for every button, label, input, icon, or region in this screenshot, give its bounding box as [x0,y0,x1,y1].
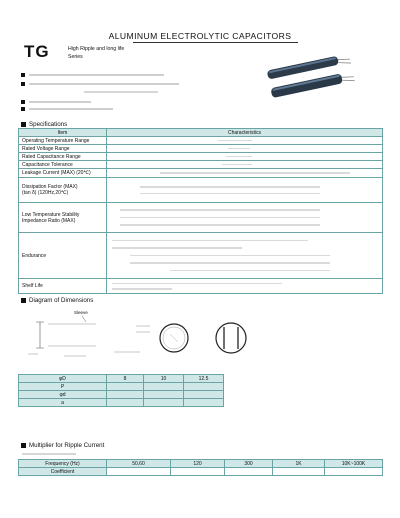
dimension-table [18,374,224,407]
spec-row [19,169,383,178]
spec-header-characteristics: Characteristics [107,129,383,137]
feature-bullet-2 [21,81,179,86]
spec-row-label-line2: Impedance Ratio (MAX) [22,217,76,224]
spec-row-value [107,161,383,169]
dim-table-row-header [19,375,224,383]
spec-row-label [19,178,107,203]
dim-cell: φd [19,391,107,399]
ripple-cell: Coefficient [19,468,107,476]
spec-row-label-line1: Dissipation Factor (MAX) [22,184,78,190]
spec-row-label-line2: (tan δ) (120Hz,20℃) [22,190,69,196]
dim-cell [184,391,224,399]
title-underline [133,42,298,43]
ripple-cell: Frequency (Hz) [19,460,107,468]
series-desc-line1: High Ripple and long life [68,46,125,52]
ripple-heading-text: Multiplier for Ripple Current [29,442,105,449]
spec-row [19,203,383,233]
dim-cell [144,391,184,399]
ripple-cell [171,468,225,476]
feature-bullet-3 [21,99,91,104]
ripple-cell [225,468,273,476]
spec-row-label: Operating Temperature Range [19,137,107,145]
ripple-multiplier-table [18,459,383,476]
ripple-cell: 300 [225,460,273,468]
spec-row [19,153,383,161]
spec-header-item: Item [19,129,107,137]
ripple-cell [273,468,325,476]
spec-row-label [19,203,107,233]
specifications-heading-text: Specifications [29,121,68,128]
dim-cell: 12.5 [184,375,224,383]
dim-cell [184,399,224,407]
spec-row [19,178,383,203]
series-code: TG [24,42,50,61]
dim-cell [107,391,144,399]
spec-row-label: Leakage Current (MAX) (20℃) [19,169,107,178]
spec-row-label: Endurance [19,233,107,279]
ripple-cell [325,468,383,476]
dim-cell: 10 [144,375,184,383]
spec-row-label: Rated Capacitance Range [19,153,107,161]
dim-cell [107,383,144,391]
capacitor-product-photo [262,56,358,108]
spec-row-value [107,178,383,203]
spec-row [19,145,383,153]
feature-bullet-1 [21,72,164,77]
ripple-cell: 120 [171,460,225,468]
dim-cell: 8 [107,375,144,383]
spec-row-value [107,145,383,153]
bullet-square-icon [21,443,26,448]
series-desc-line2: Series [68,54,83,60]
ripple-table-row-header [19,460,383,468]
ripple-heading [21,442,104,449]
spec-row [19,233,383,279]
spec-row-value [107,153,383,161]
spec-row-label: Shelf Life [19,279,107,294]
ripple-cell: 1K [273,460,325,468]
dimensions-heading-text: Diagram of Dimensions [29,297,94,304]
dim-cell: a [19,399,107,407]
ripple-cell: 50,60 [107,460,171,468]
dim-table-row [19,383,224,391]
spec-row-label-line1: Low Temperature Stability [22,211,80,218]
sleeve-label: Sleeve [74,310,88,315]
bullet-square-icon [21,122,26,127]
dim-cell [144,383,184,391]
spec-row-value [107,169,383,178]
dim-cell: P [19,383,107,391]
spec-row-value [107,203,383,233]
spec-row-value [107,137,383,145]
dimensions-heading [21,297,93,304]
ripple-subnote [22,453,76,455]
dim-table-row [19,391,224,399]
ripple-table-row [19,468,383,476]
dim-cell: φD [19,375,107,383]
dim-cell [184,383,224,391]
spec-row-label: Capacitance Tolerance [19,161,107,169]
dim-cell [144,399,184,407]
spec-row [19,279,383,294]
specifications-table [18,128,383,294]
ripple-cell [107,468,171,476]
dim-cell [107,399,144,407]
spec-row [19,161,383,169]
specifications-heading [21,121,67,128]
document-title: ALUMINUM ELECTROLYTIC CAPACITORS [108,31,292,41]
spec-row-label: Rated Voltage Range [19,145,107,153]
feature-bullet-2-cont [84,91,158,93]
feature-bullet-4 [21,106,113,111]
dim-table-row [19,399,224,407]
dimension-diagram [24,314,254,366]
spec-row [19,137,383,145]
spec-table-header [19,129,383,137]
ripple-cell: 10K~100K [325,460,383,468]
bullet-square-icon [21,298,26,303]
spec-row-value [107,233,383,279]
spec-row-value [107,279,383,294]
series-description [68,45,124,61]
